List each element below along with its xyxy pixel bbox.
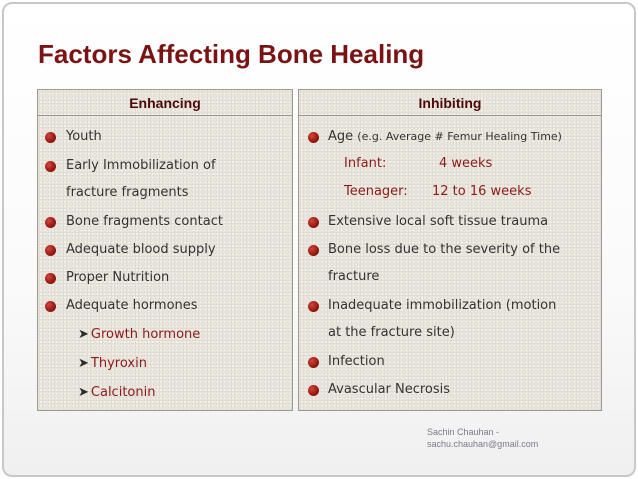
bullet-icon: [45, 273, 56, 284]
arrow-right-icon: ➤: [78, 385, 89, 400]
slide-title: Factors Affecting Bone Healing: [38, 39, 425, 69]
infant-value: 4 weeks: [439, 156, 493, 171]
inhibiting-item-fracture: fracture: [328, 269, 380, 284]
inhibiting-item-age: [328, 129, 562, 144]
inhibiting-item-fracture-site: at the fracture site): [328, 325, 455, 340]
inhibiting-item-soft-tissue: Extensive local soft tissue trauma: [328, 214, 549, 229]
enhancing-item-blood-supply: Adequate blood supply: [66, 242, 216, 257]
inhibiting-item-inadequate-immobilization: Inadequate immobilization (motion: [328, 298, 557, 313]
author-footer: [427, 426, 538, 450]
bullet-icon: [45, 301, 56, 312]
inhibiting-item-avascular-necrosis: Avascular Necrosis: [328, 382, 451, 397]
enhancing-item-youth: Youth: [66, 129, 102, 144]
hormone-thyroxin-label: Thyroxin: [90, 356, 147, 371]
hormone-calcitonin-label: Calcitonin: [90, 385, 156, 400]
bullet-icon: [45, 217, 56, 228]
hormone-growth: [78, 327, 200, 342]
author-name: Sachin Chauhan -: [427, 427, 500, 437]
enhancing-header: Enhancing: [38, 90, 292, 116]
teen-label: Teenager:: [344, 184, 408, 199]
bullet-icon: [308, 245, 319, 256]
enhancing-column: [37, 89, 293, 411]
enhancing-item-nutrition: Proper Nutrition: [66, 270, 170, 285]
arrow-right-icon: ➤: [78, 356, 89, 371]
bullet-icon: [308, 217, 319, 228]
enhancing-item-bone-contact: Bone fragments contact: [66, 214, 223, 229]
age-label: Age: [328, 129, 354, 144]
bullet-icon: [45, 161, 56, 172]
infant-label: Infant:: [344, 156, 387, 171]
bullet-icon: [308, 385, 319, 396]
hormone-thyroxin: [78, 356, 147, 371]
hormone-growth-label: Growth hormone: [90, 327, 201, 342]
inhibiting-item-bone-loss: Bone loss due to the severity of the: [328, 242, 561, 257]
enhancing-item-fracture-fragments: fracture fragments: [66, 185, 189, 200]
enhancing-item-early-immobilization: Early Immobilization of: [66, 158, 216, 173]
bullet-icon: [308, 132, 319, 143]
inhibiting-column: [298, 89, 602, 411]
inhibiting-item-infection: Infection: [328, 354, 385, 369]
inhibiting-header: Inhibiting: [299, 90, 601, 116]
enhancing-item-hormones: Adequate hormones: [66, 298, 198, 313]
bullet-icon: [308, 357, 319, 368]
bullet-icon: [45, 245, 56, 256]
hormone-calcitonin: [78, 385, 155, 400]
author-email: sachu.chauhan@gmail.com: [427, 439, 539, 449]
bullet-icon: [45, 132, 56, 143]
teen-value: 12 to 16 weeks: [432, 184, 532, 199]
bullet-icon: [308, 301, 319, 312]
age-note: (e.g. Average # Femur Healing Time): [357, 130, 562, 143]
arrow-right-icon: ➤: [78, 327, 89, 342]
